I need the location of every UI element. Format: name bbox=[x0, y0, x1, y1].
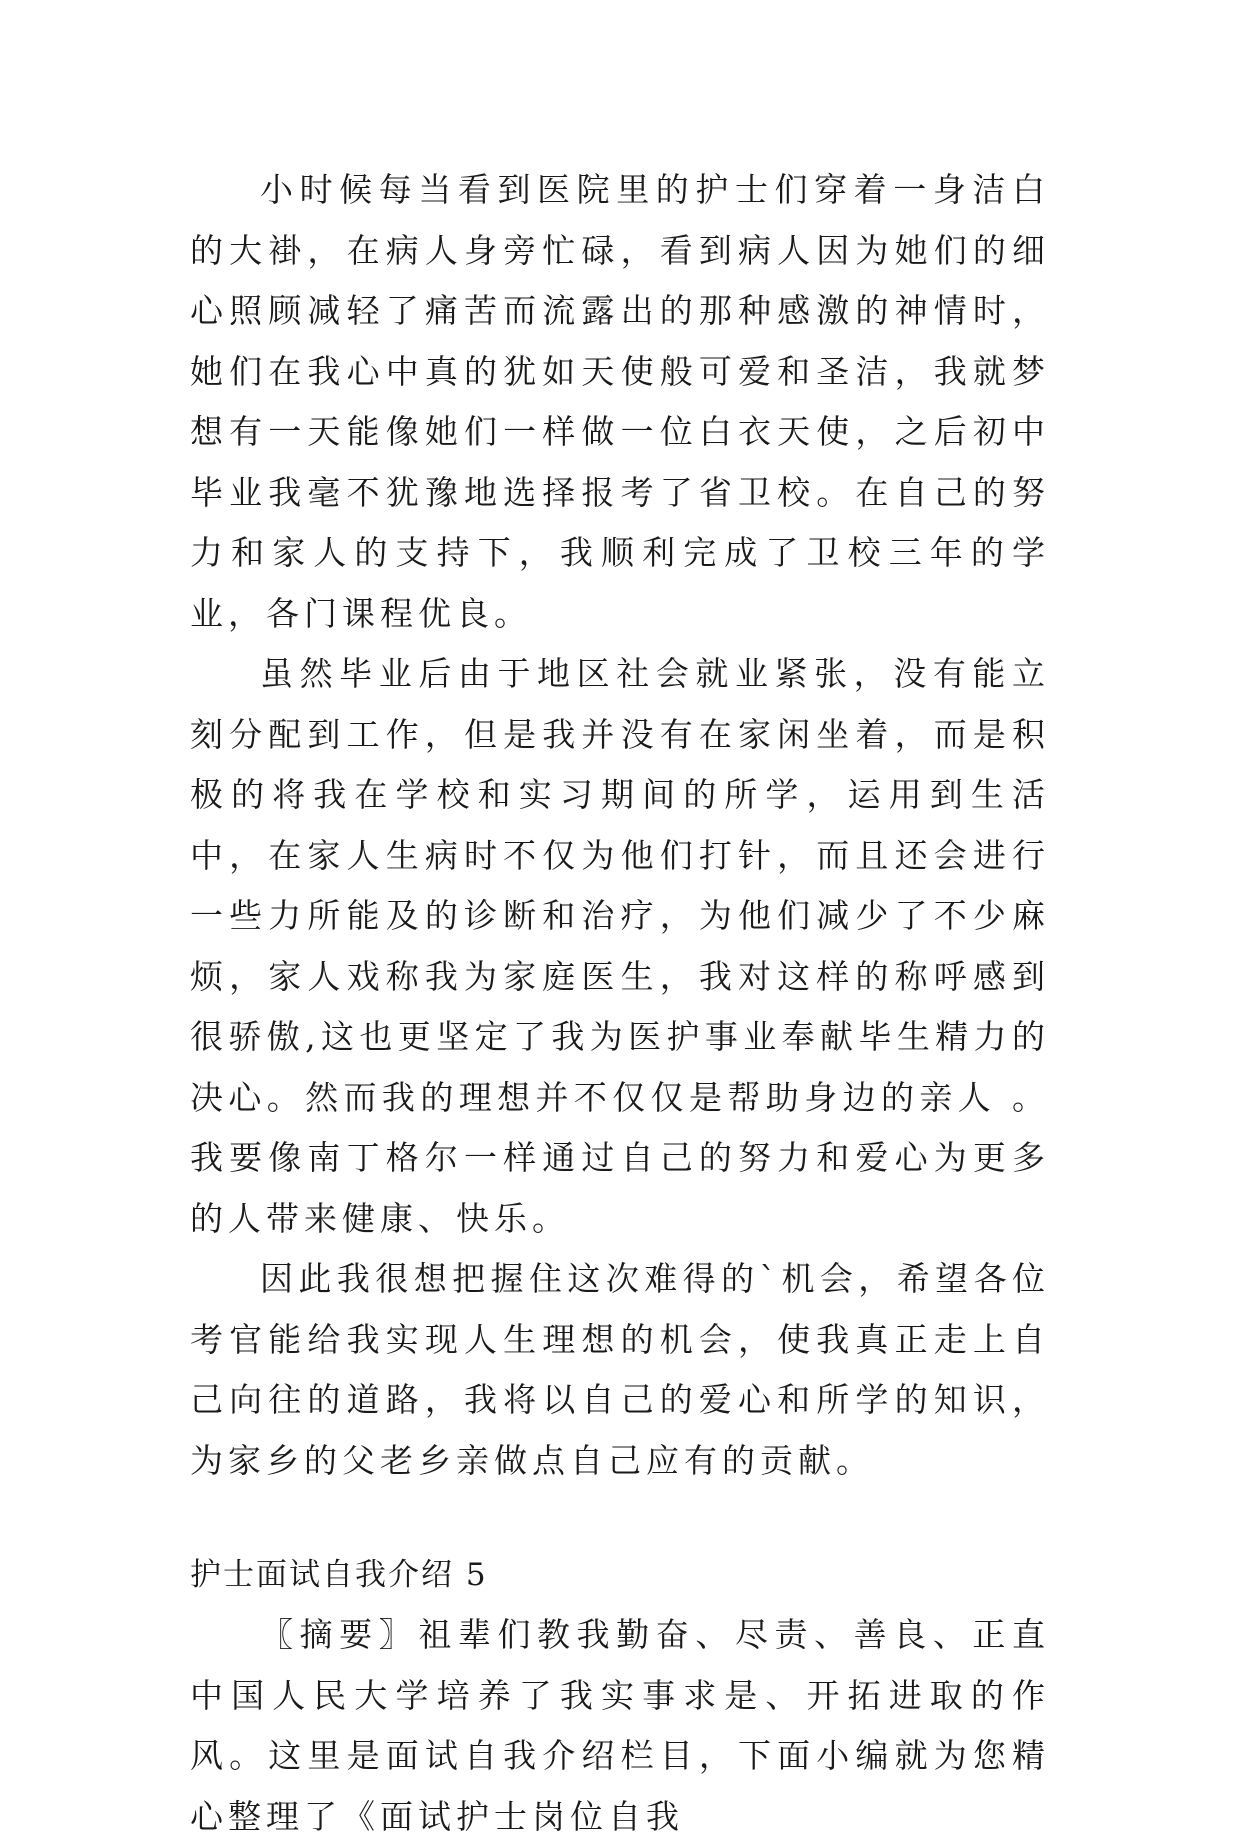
paragraph-after-graduation: 虽然毕业后由于地区社会就业紧张，没有能立刻分配到工作，但是我并没有在家闲坐着，而是积极的将我在学校和实习期间的所学，运用到生活中，在家人生病时不仅为他们打针，而且还会进行一些力所能及的诊断和治疗，为他们减少了不少麻烦，家人戏称我为家庭医生，我对这样的称呼感到很骄傲,这也更坚定了我为医护事业奉献毕生精力的决心。然而我的理想并不仅仅是帮助身边的亲人 。我要像南丁格尔一样通过自己的努力和爱心为更多的人带来健康、快乐。 bbox=[190, 654, 1050, 1238]
document-body bbox=[190, 160, 1050, 1847]
section-title: 护士面试自我介绍 5 bbox=[190, 1557, 488, 1593]
paragraph-opportunity: 因此我很想把握住这次难得的`机会，希望各位考官能给我实现人生理想的机会，使我真正走上自己向往的道路，我将以自己的爱心和所学的知识，为家乡的父老乡亲做点自己应有的贡献。 bbox=[190, 1259, 1050, 1480]
paragraph-childhood-dream: 小时候每当看到医院里的护士们穿着一身洁白的大褂，在病人身旁忙碌，看到病人因为她们的细心照顾减轻了痛苦而流露出的那种感激的神情时，她们在我心中真的犹如天使般可爱和圣洁，我就梦想有一天能像她们一样做一位白衣天使，之后初中毕业我毫不犹豫地选择报考了省卫校。在自己的努力和家人的支持下，我顺利完成了卫校三年的学业，各门课程优良。 bbox=[190, 170, 1050, 633]
paragraph-abstract: 〖摘要〗祖辈们教我勤奋、尽责、善良、正直中国人民大学培养了我实事求是、开拓进取的作风。这里是面试自我介绍栏目，下面小编就为您精心整理了《面试护士岗位自我 bbox=[190, 1615, 1050, 1836]
